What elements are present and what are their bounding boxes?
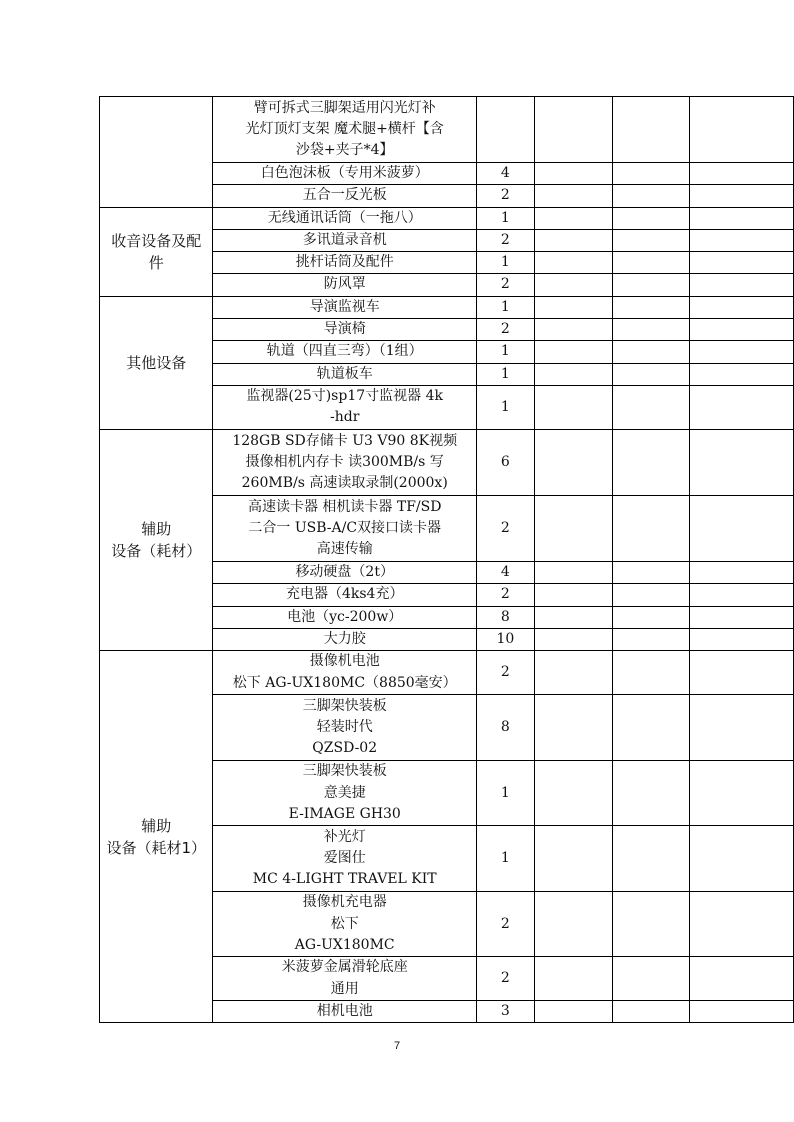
text-line: 摄像机充电器 <box>302 894 387 911</box>
empty-cell <box>689 495 793 561</box>
item-name-cell <box>213 761 477 826</box>
quantity-cell: 1 <box>477 761 535 826</box>
text-line: 摄像相机内存卡 读300MB/s 写 <box>245 453 444 470</box>
quantity-cell: 2 <box>477 274 535 296</box>
empty-cell <box>689 341 793 363</box>
item-name-cell <box>213 495 477 561</box>
text-line: 光灯顶灯支架 魔术腿+横杆【含 <box>245 120 444 137</box>
text-line: 高速传输 <box>316 541 373 558</box>
text-line: 设备（耗材1） <box>106 838 206 857</box>
quantity-cell: 1 <box>477 252 535 274</box>
text-line: 通用 <box>330 980 359 997</box>
text-line: 三脚架快装板 <box>302 697 387 714</box>
text-line: 辅助 <box>141 816 172 835</box>
item-name-cell <box>213 695 477 761</box>
text-line: 128GB SD存储卡 U3 V90 8K视频 <box>232 432 458 449</box>
empty-cell <box>613 561 689 583</box>
quantity-cell: 2 <box>477 185 535 207</box>
quantity-cell: 2 <box>477 229 535 251</box>
quantity-cell: 2 <box>477 651 535 695</box>
table-row <box>100 97 794 163</box>
empty-cell <box>613 495 689 561</box>
text-line: 臂可拆式三脚架适用闪光灯补 <box>253 99 436 116</box>
quantity-cell: 2 <box>477 495 535 561</box>
text-line: 松下 AG-UX180MC（8850毫安） <box>232 674 457 691</box>
empty-cell <box>534 761 612 826</box>
empty-cell <box>534 97 612 163</box>
empty-cell <box>689 429 793 495</box>
item-name-cell <box>213 1001 477 1023</box>
item-name-cell <box>213 628 477 650</box>
text-line: 设备（耗材） <box>111 542 202 561</box>
category-cell <box>100 651 213 1023</box>
empty-cell <box>689 628 793 650</box>
quantity-cell: 1 <box>477 207 535 229</box>
category-cell <box>100 207 213 296</box>
empty-cell <box>689 363 793 385</box>
empty-cell <box>689 584 793 606</box>
item-name-cell <box>213 892 477 957</box>
empty-cell <box>689 319 793 341</box>
text-line: 相机电池 <box>316 1003 373 1020</box>
text-line: 松下 <box>330 915 359 932</box>
text-line: 补光灯 <box>323 828 366 845</box>
text-line: 260MB/s 高速读取录制(2000x) <box>241 475 448 492</box>
text-line: 五合一反光板 <box>302 187 387 204</box>
text-line: E-IMAGE GH30 <box>288 805 401 822</box>
text-line: 意美捷 <box>323 784 366 801</box>
empty-cell <box>534 628 612 650</box>
empty-cell <box>534 385 612 429</box>
quantity-cell: 2 <box>477 957 535 1001</box>
text-line: 挑杆话筒及配件 <box>295 254 394 271</box>
text-line: 轨道（四直三弯）（1组） <box>266 343 423 360</box>
text-line: 辅助 <box>141 520 172 539</box>
text-line: 爱图仕 <box>323 850 366 866</box>
quantity-cell: 1 <box>477 296 535 318</box>
item-name-cell <box>213 97 477 163</box>
page-number: 7 <box>393 1040 401 1052</box>
empty-cell <box>613 826 689 892</box>
item-name-cell <box>213 363 477 385</box>
empty-cell <box>613 429 689 495</box>
empty-cell <box>613 163 689 185</box>
text-line: 无线通讯话筒（一拖八） <box>267 209 422 226</box>
table-row <box>100 651 794 695</box>
text-line: 摄像机电池 <box>309 653 380 670</box>
empty-cell <box>534 584 612 606</box>
quantity-cell: 1 <box>477 341 535 363</box>
empty-cell <box>534 274 612 296</box>
empty-cell <box>689 651 793 695</box>
empty-cell <box>613 185 689 207</box>
text-line: 多讯道录音机 <box>302 231 387 248</box>
table-row <box>100 296 794 318</box>
text-line: 电池（yc-200w） <box>287 608 403 625</box>
quantity-cell: 8 <box>477 606 535 628</box>
item-name-cell <box>213 252 477 274</box>
text-line: 三脚架快装板 <box>302 763 387 780</box>
empty-cell <box>689 695 793 761</box>
empty-cell <box>613 651 689 695</box>
category-cell <box>100 97 213 208</box>
empty-cell <box>613 97 689 163</box>
empty-cell <box>613 1001 689 1023</box>
text-line: AG-UX180MC <box>294 936 395 953</box>
text-line: MC 4-LIGHT TRAVEL KIT <box>252 871 437 888</box>
quantity-cell <box>477 97 535 163</box>
empty-cell <box>689 163 793 185</box>
empty-cell <box>613 319 689 341</box>
empty-cell <box>534 651 612 695</box>
item-name-cell <box>213 606 477 628</box>
empty-cell <box>534 695 612 761</box>
text-line: QZSD-02 <box>312 740 378 757</box>
empty-cell <box>689 606 793 628</box>
text-line: -hdr <box>330 409 360 426</box>
quantity-cell: 3 <box>477 1001 535 1023</box>
empty-cell <box>534 495 612 561</box>
text-line: 高速读卡器 相机读卡器 TF/SD <box>247 498 442 515</box>
text-line: 沙袋+夹子*4】 <box>295 142 394 159</box>
empty-cell <box>534 892 612 957</box>
empty-cell <box>613 385 689 429</box>
empty-cell <box>534 185 612 207</box>
item-name-cell <box>213 957 477 1001</box>
text-line: 防风罩 <box>323 276 366 293</box>
empty-cell <box>534 561 612 583</box>
text-line: 米菠萝金属滑轮底座 <box>281 959 408 976</box>
quantity-cell: 1 <box>477 385 535 429</box>
item-name-cell <box>213 341 477 363</box>
empty-cell <box>689 97 793 163</box>
text-line: 二合一 USB-A/C双接口读卡器 <box>248 519 442 536</box>
item-name-cell <box>213 296 477 318</box>
empty-cell <box>534 296 612 318</box>
item-name-cell <box>213 826 477 892</box>
empty-cell <box>689 385 793 429</box>
item-name-cell <box>213 584 477 606</box>
empty-cell <box>534 163 612 185</box>
empty-cell <box>689 185 793 207</box>
equipment-table <box>99 96 794 1023</box>
quantity-cell: 8 <box>477 695 535 761</box>
text-line: 白色泡沫板（专用米菠萝） <box>260 165 429 181</box>
quantity-cell: 2 <box>477 584 535 606</box>
empty-cell <box>613 274 689 296</box>
item-name-cell <box>213 207 477 229</box>
quantity-cell: 6 <box>477 429 535 495</box>
text-line: 轨道板车 <box>316 365 373 382</box>
empty-cell <box>689 229 793 251</box>
empty-cell <box>689 296 793 318</box>
text-line: 大力胶 <box>323 630 366 647</box>
empty-cell <box>689 761 793 826</box>
empty-cell <box>534 429 612 495</box>
quantity-cell: 4 <box>477 561 535 583</box>
item-name-cell <box>213 163 477 185</box>
text-line: 收音设备及配 <box>111 231 202 250</box>
empty-cell <box>534 606 612 628</box>
empty-cell <box>613 761 689 826</box>
text-line: 轻装时代 <box>316 719 373 735</box>
empty-cell <box>534 207 612 229</box>
empty-cell <box>613 207 689 229</box>
empty-cell <box>689 892 793 957</box>
quantity-cell: 2 <box>477 892 535 957</box>
empty-cell <box>689 207 793 229</box>
quantity-cell: 10 <box>477 628 535 650</box>
empty-cell <box>534 252 612 274</box>
empty-cell <box>689 274 793 296</box>
item-name-cell <box>213 185 477 207</box>
table-row <box>100 207 794 229</box>
empty-cell <box>689 252 793 274</box>
text-line: 监视器(25寸)sp17寸监视器 4k <box>246 388 443 405</box>
empty-cell <box>534 1001 612 1023</box>
table-row <box>100 429 794 495</box>
item-name-cell <box>213 385 477 429</box>
empty-cell <box>534 341 612 363</box>
empty-cell <box>613 957 689 1001</box>
empty-cell <box>613 628 689 650</box>
category-cell <box>100 429 213 650</box>
empty-cell <box>613 252 689 274</box>
item-name-cell <box>213 429 477 495</box>
empty-cell <box>689 1001 793 1023</box>
empty-cell <box>613 363 689 385</box>
quantity-cell: 4 <box>477 163 535 185</box>
quantity-cell: 2 <box>477 319 535 341</box>
quantity-cell: 1 <box>477 826 535 892</box>
item-name-cell <box>213 651 477 695</box>
text-line: 充电器（4ks4充） <box>285 586 404 603</box>
text-line: 导演监视车 <box>309 298 380 315</box>
text-line: 件 <box>148 253 164 272</box>
empty-cell <box>613 341 689 363</box>
item-name-cell <box>213 274 477 296</box>
empty-cell <box>534 957 612 1001</box>
empty-cell <box>613 296 689 318</box>
empty-cell <box>689 561 793 583</box>
empty-cell <box>613 892 689 957</box>
empty-cell <box>613 584 689 606</box>
category-cell <box>100 296 213 429</box>
empty-cell <box>613 606 689 628</box>
empty-cell <box>613 695 689 761</box>
empty-cell <box>689 826 793 892</box>
empty-cell <box>534 229 612 251</box>
text-line: 其他设备 <box>126 353 187 372</box>
empty-cell <box>534 319 612 341</box>
empty-cell <box>613 229 689 251</box>
quantity-cell: 1 <box>477 363 535 385</box>
empty-cell <box>534 826 612 892</box>
empty-cell <box>534 363 612 385</box>
item-name-cell <box>213 561 477 583</box>
empty-cell <box>689 957 793 1001</box>
text-line: 移动硬盘（2t） <box>295 563 394 580</box>
text-line: 导演椅 <box>323 321 366 338</box>
item-name-cell <box>213 229 477 251</box>
item-name-cell <box>213 319 477 341</box>
